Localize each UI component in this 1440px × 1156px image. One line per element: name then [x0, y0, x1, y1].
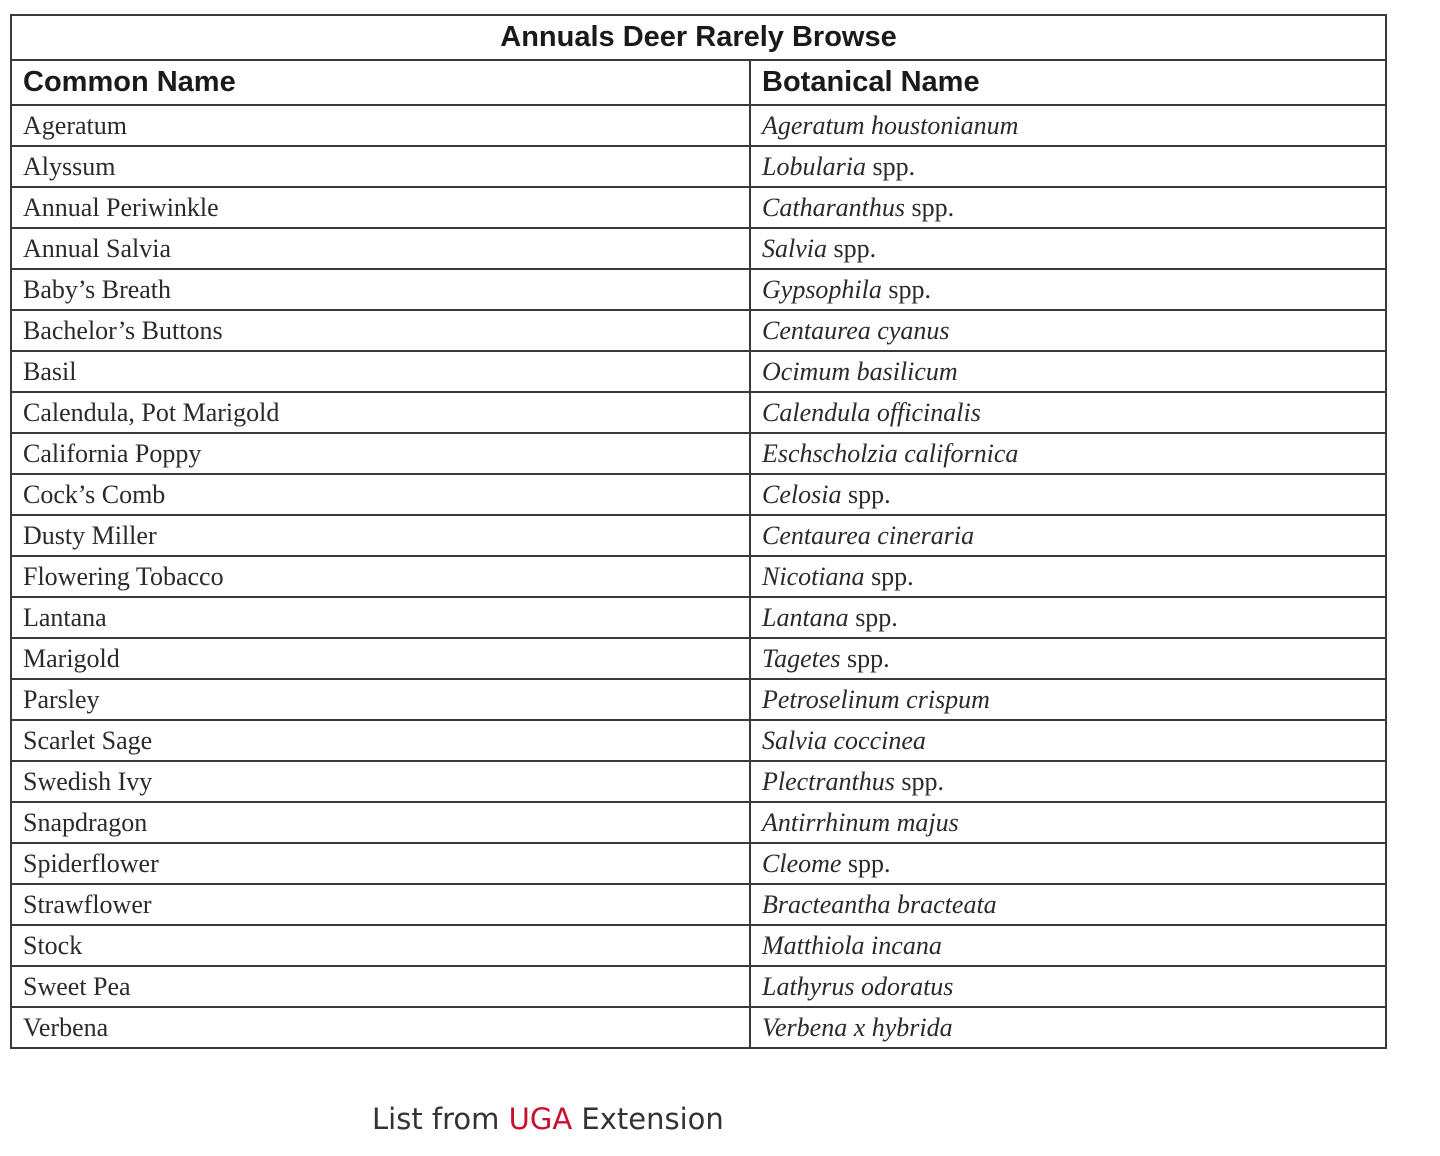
- table-row: [11, 392, 1386, 433]
- botanical-suffix: spp.: [881, 274, 932, 304]
- table-row: [11, 1007, 1386, 1048]
- botanical-italic: Ageratum houstonianum: [762, 110, 1019, 140]
- botanical-italic: Ocimum basilicum: [762, 356, 958, 386]
- common-name-cell: Stock: [11, 925, 750, 966]
- botanical-italic: Gypsophila: [762, 274, 882, 304]
- botanical-suffix: spp.: [905, 192, 955, 222]
- botanical-name-cell: [750, 146, 1386, 187]
- common-name-cell: Swedish Ivy: [11, 761, 750, 802]
- botanical-italic: Salvia coccinea: [762, 725, 926, 755]
- table-row: [11, 269, 1386, 310]
- table-row: [11, 638, 1386, 679]
- botanical-suffix: spp.: [827, 233, 877, 263]
- common-name-cell: California Poppy: [11, 433, 750, 474]
- common-name-cell: Marigold: [11, 638, 750, 679]
- botanical-name-cell: [750, 843, 1386, 884]
- table-row: [11, 556, 1386, 597]
- common-name-cell: Calendula, Pot Marigold: [11, 392, 750, 433]
- botanical-name-header: Botanical Name: [750, 60, 1386, 105]
- botanical-italic: Lathyrus odoratus: [762, 971, 954, 1001]
- uga-brand: UGA: [508, 1102, 573, 1136]
- botanical-name-cell: [750, 433, 1386, 474]
- table-row: [11, 679, 1386, 720]
- botanical-italic: Centaurea cineraria: [762, 520, 975, 550]
- table-row: [11, 228, 1386, 269]
- common-name-cell: Verbena: [11, 1007, 750, 1048]
- botanical-italic: Celosia: [762, 479, 842, 509]
- botanical-italic: Cleome: [762, 848, 842, 878]
- botanical-suffix: spp.: [894, 766, 944, 796]
- botanical-name-cell: [750, 556, 1386, 597]
- botanical-name-cell: [750, 187, 1386, 228]
- table-row: [11, 105, 1386, 146]
- botanical-suffix: spp.: [841, 848, 891, 878]
- botanical-suffix: spp.: [866, 151, 916, 181]
- botanical-name-cell: [750, 474, 1386, 515]
- botanical-name-cell: [750, 638, 1386, 679]
- table-row: [11, 433, 1386, 474]
- table-row: [11, 925, 1386, 966]
- table-row: [11, 884, 1386, 925]
- botanical-name-cell: [750, 720, 1386, 761]
- botanical-name-cell: [750, 392, 1386, 433]
- table-row: [11, 351, 1386, 392]
- table-row: [11, 515, 1386, 556]
- botanical-name-cell: [750, 228, 1386, 269]
- botanical-italic: Tagetes: [762, 643, 841, 673]
- botanical-italic: Catharanthus: [762, 192, 906, 222]
- botanical-italic: Calendula officinalis: [762, 397, 981, 427]
- botanical-suffix: spp.: [864, 561, 914, 591]
- caption-prefix: List from: [372, 1102, 509, 1136]
- table-head: [11, 15, 1386, 105]
- botanical-name-cell: [750, 761, 1386, 802]
- botanical-italic: Petroselinum crispum: [762, 684, 990, 714]
- common-name-cell: Parsley: [11, 679, 750, 720]
- botanical-italic: Lantana: [762, 602, 849, 632]
- source-caption: [372, 1102, 724, 1136]
- common-name-cell: Cock’s Comb: [11, 474, 750, 515]
- common-name-cell: Scarlet Sage: [11, 720, 750, 761]
- table-title: Annuals Deer Rarely Browse: [11, 15, 1386, 60]
- common-name-cell: Bachelor’s Buttons: [11, 310, 750, 351]
- botanical-name-cell: [750, 966, 1386, 1007]
- botanical-name-cell: [750, 925, 1386, 966]
- botanical-name-cell: [750, 351, 1386, 392]
- header-row: [11, 60, 1386, 105]
- common-name-cell: Dusty Miller: [11, 515, 750, 556]
- botanical-italic: Centaurea cyanus: [762, 315, 950, 345]
- botanical-italic: Salvia: [762, 233, 827, 263]
- title-row: [11, 15, 1386, 60]
- botanical-name-cell: [750, 679, 1386, 720]
- common-name-cell: Flowering Tobacco: [11, 556, 750, 597]
- botanical-name-cell: [750, 597, 1386, 638]
- botanical-suffix: spp.: [840, 643, 890, 673]
- table-row: [11, 597, 1386, 638]
- botanical-suffix: spp.: [848, 602, 898, 632]
- common-name-cell: Basil: [11, 351, 750, 392]
- botanical-italic: Lobularia: [762, 151, 867, 181]
- common-name-cell: Alyssum: [11, 146, 750, 187]
- botanical-italic: Eschscholzia californica: [762, 438, 1019, 468]
- plant-table: [10, 14, 1387, 1049]
- common-name-header: Common Name: [11, 60, 750, 105]
- table-row: [11, 843, 1386, 884]
- table-row: [11, 474, 1386, 515]
- table-row: [11, 187, 1386, 228]
- botanical-name-cell: [750, 310, 1386, 351]
- common-name-cell: Sweet Pea: [11, 966, 750, 1007]
- table-row: [11, 966, 1386, 1007]
- botanical-italic: Plectranthus: [762, 766, 895, 796]
- table-row: [11, 146, 1386, 187]
- botanical-name-cell: [750, 269, 1386, 310]
- caption-suffix: Extension: [572, 1102, 724, 1136]
- botanical-italic: Bracteantha bracteata: [762, 889, 997, 919]
- botanical-name-cell: [750, 802, 1386, 843]
- botanical-italic: Antirrhinum majus: [762, 807, 959, 837]
- botanical-suffix: spp.: [841, 479, 891, 509]
- table-row: [11, 761, 1386, 802]
- botanical-name-cell: [750, 105, 1386, 146]
- table-row: [11, 720, 1386, 761]
- botanical-name-cell: [750, 884, 1386, 925]
- common-name-cell: Annual Periwinkle: [11, 187, 750, 228]
- common-name-cell: Ageratum: [11, 105, 750, 146]
- table-body: [11, 105, 1386, 1048]
- common-name-cell: Strawflower: [11, 884, 750, 925]
- botanical-name-cell: [750, 515, 1386, 556]
- common-name-cell: Annual Salvia: [11, 228, 750, 269]
- common-name-cell: Baby’s Breath: [11, 269, 750, 310]
- common-name-cell: Snapdragon: [11, 802, 750, 843]
- botanical-italic: Matthiola incana: [762, 930, 942, 960]
- botanical-italic: Verbena x hybrida: [762, 1012, 953, 1042]
- common-name-cell: Spiderflower: [11, 843, 750, 884]
- table-row: [11, 802, 1386, 843]
- botanical-italic: Nicotiana: [762, 561, 865, 591]
- table-row: [11, 310, 1386, 351]
- botanical-name-cell: [750, 1007, 1386, 1048]
- common-name-cell: Lantana: [11, 597, 750, 638]
